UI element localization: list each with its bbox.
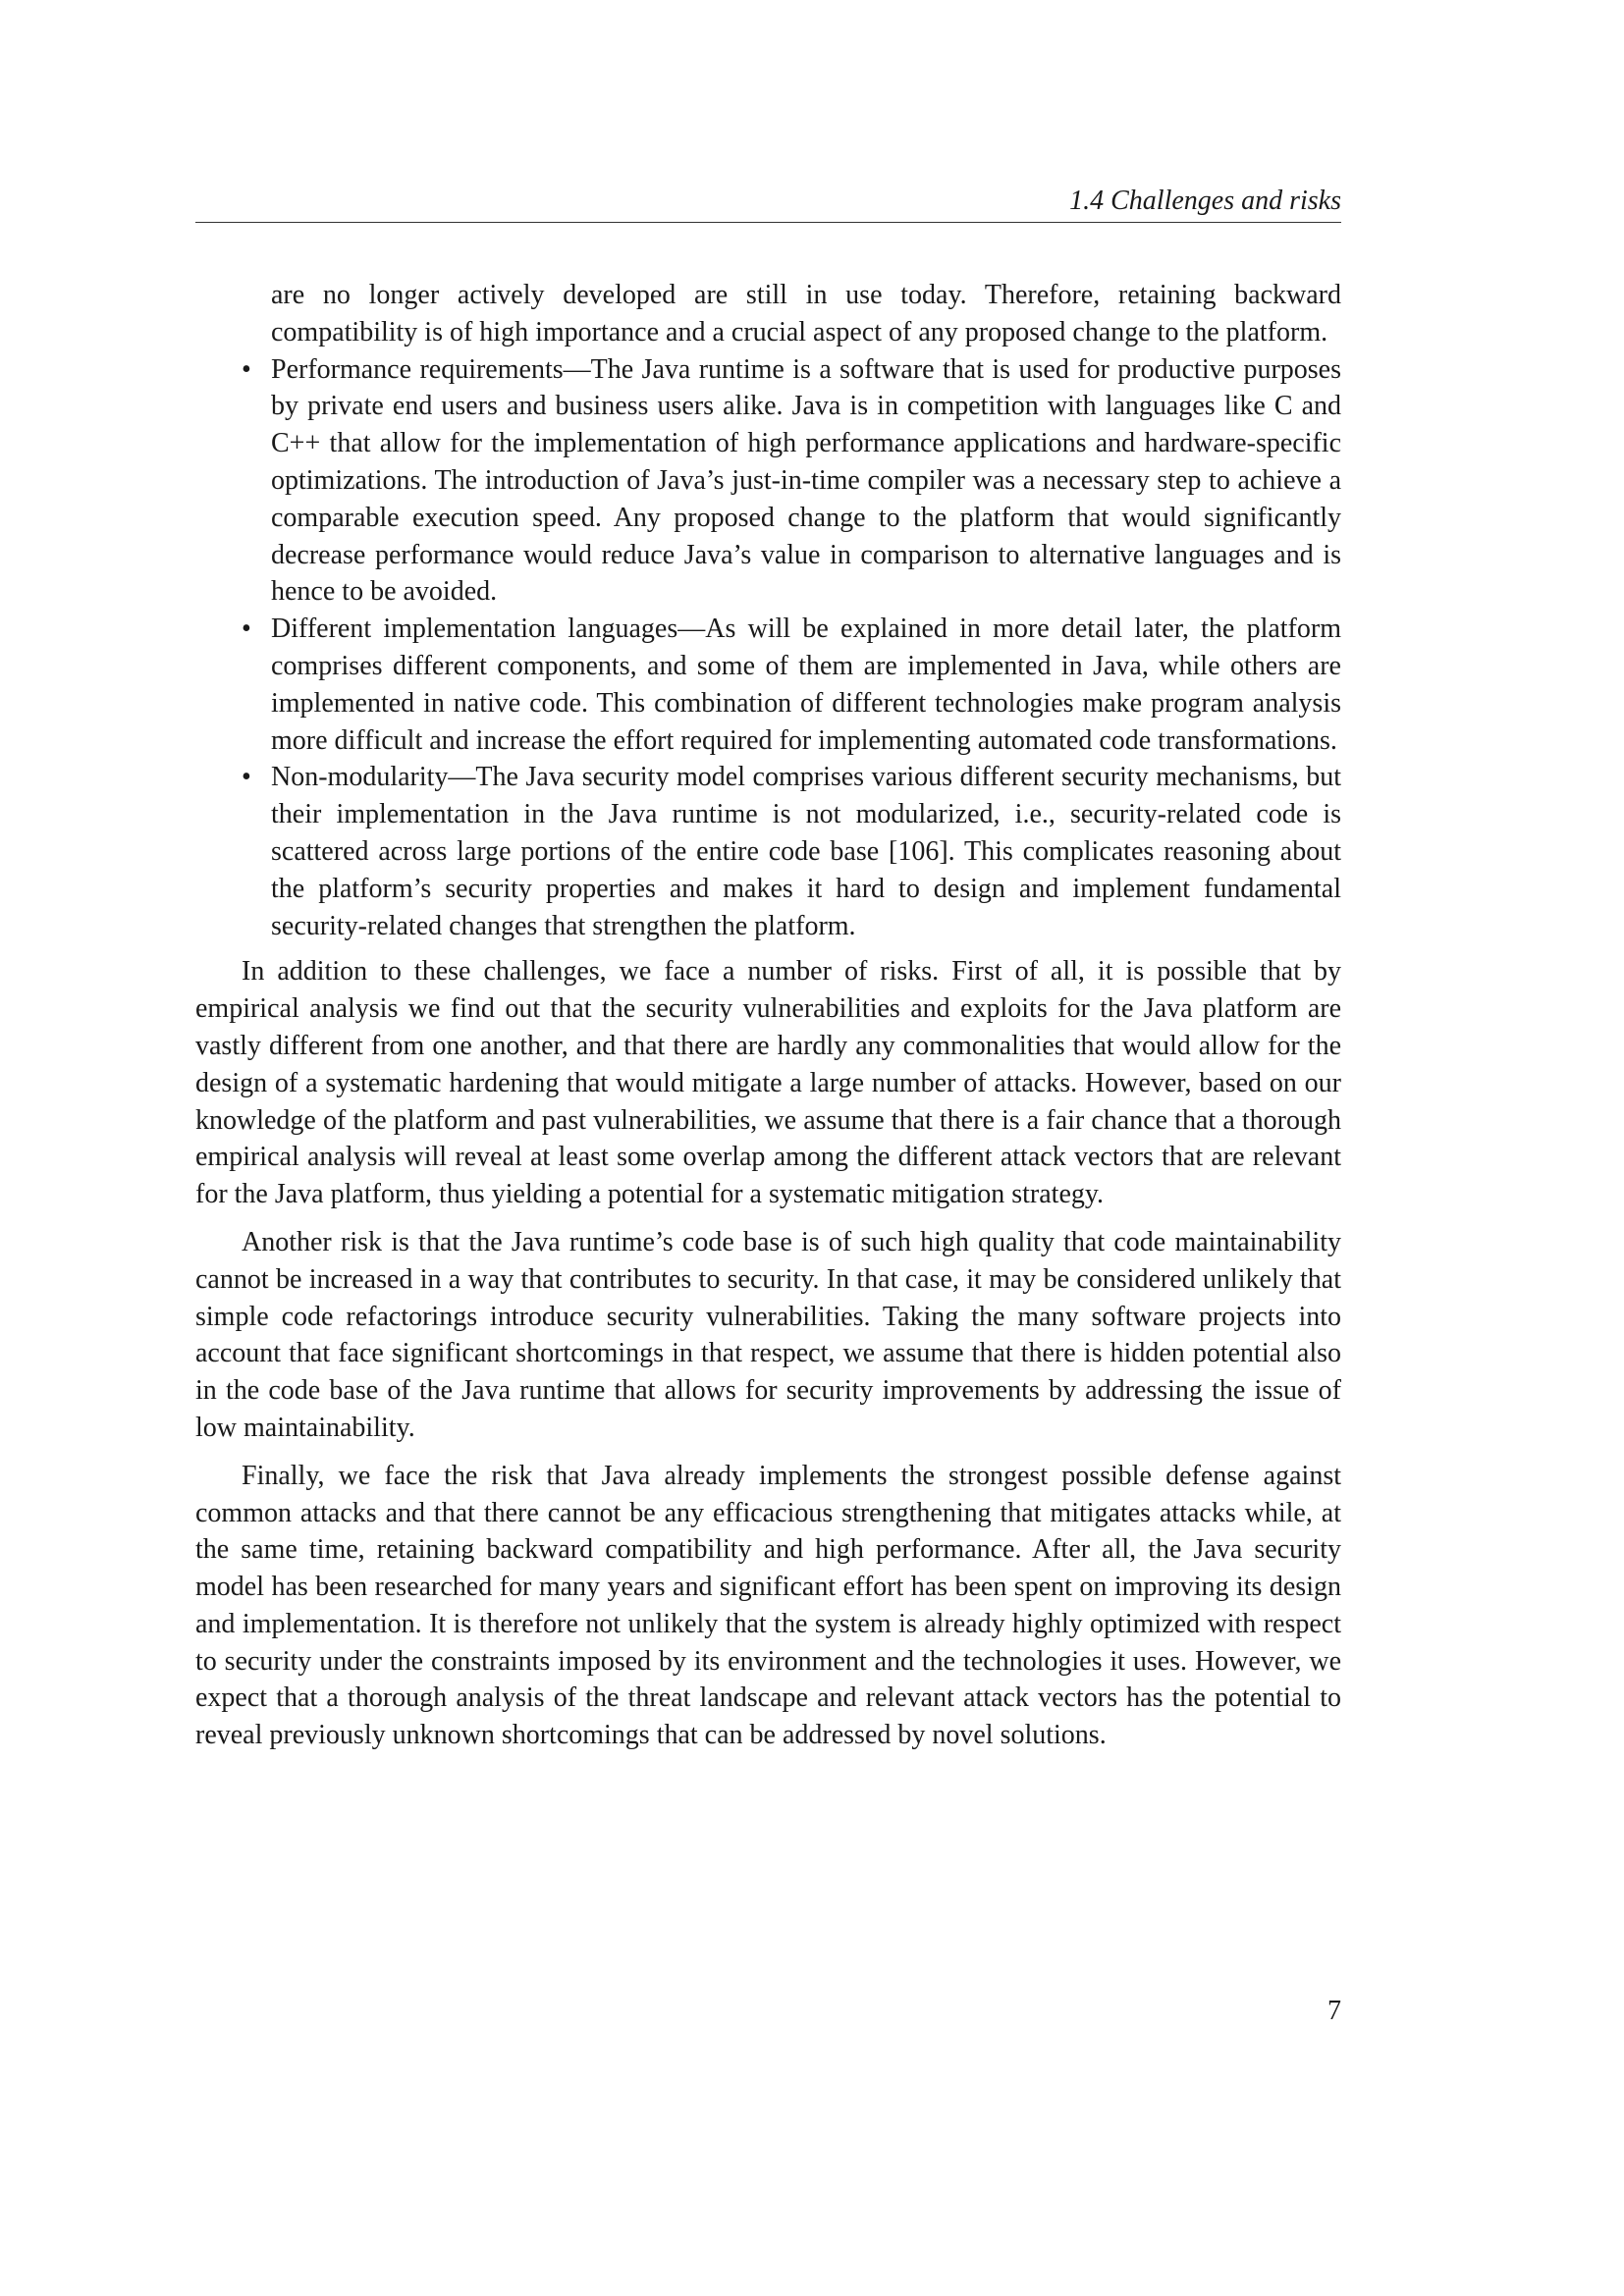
bullet-item-performance — [242, 351, 1341, 612]
continuation-paragraph: are no longer actively developed are still in use today. Therefore, retaining backward compatibility is of high importance and a crucial aspect of any proposed change to the platform. — [271, 280, 1341, 347]
bullet-list — [195, 351, 1341, 945]
bullet-icon: • — [242, 614, 251, 645]
bullet-text: Performance requirements—The Java runtime is a software that is used for productive purposes by private end users and business users alike. Java is in competition with languages like C and C++ that allow for the implementation of high performance applications and hardware-specific optimizations. The introduction of Java’s just-in-time compiler was a necessary step to achieve a comparable execution speed. Any proposed change to the platform that would significantly decrease performance would reduce Java’s value in comparison to alternative languages and is hence to be avoided. — [271, 353, 1341, 608]
bullet-icon: • — [242, 762, 251, 793]
header-rule — [195, 222, 1341, 223]
page-number: 7 — [1327, 1996, 1341, 2026]
bullet-text: Non-modularity—The Java security model comprises various different security mechanisms, but their implementation in the Java runtime is not modularized, i.e., security-related code is scattered across large portions of the entire code base [106]. This complicates reasoning about the platform’s security properties and makes it hard to design and implement fundamental security-related changes that strengthen the platform. — [271, 762, 1341, 941]
bullet-text: Different implementation languages—As will be explained in more detail later, the platform comprises different components, and some of them are implemented in Java, while others are implemented in native code. This combination of different technologies make program analysis more difficult and increase the effort required for implementing automated code transformations. — [271, 614, 1341, 756]
paragraph-strongest-defense: Finally, we face the risk that Java already implements the strongest possible defense against common attacks and that there cannot be any efficacious strengthening that mitigates attacks while, at the same time, retaining backward compatibility and high performance. After all, the Java security model has been researched for many years and significant effort has been spent on improving its design and implementation. It is therefore not unlikely that the system is already highly optimized with respect to security under the constraints imposed by its environment and the technologies it uses. However, we expect that a thorough analysis of the threat landscape and relevant attack vectors has the potential to reveal previously unknown shortcomings that can be addressed by novel solutions. — [195, 1460, 1341, 1751]
paragraph-risks: In addition to these challenges, we face a number of risks. First of all, it is possible that by empirical analysis we find out that the security vulnerabilities and exploits for the Java platform are vastly different from one another, and that there are hardly any commonalities that would allow for the design of a systematic hardening that would mitigate a large number of attacks. However, based on our knowledge of the platform and past vulnerabilities, we assume that there is a fair chance that a thorough empirical analysis will reveal at least some overlap among the different attack vectors that are relevant for the Java platform, thus yielding a potential for a systematic mitigation strategy. — [195, 956, 1341, 1210]
bullet-icon: • — [242, 353, 251, 385]
running-head-title: 1.4 Challenges and risks — [1069, 186, 1341, 216]
bullet-item-languages — [242, 611, 1341, 759]
paragraph-code-quality: Another risk is that the Java runtime’s code base is of such high quality that code maintainability cannot be increased in a way that contributes to security. In that case, it may be considered unlikely that simple code refactorings introduce security vulnerabilities. Taking the many software projects into account that face significant shortcomings in that respect, we assume that there is hidden potential also in the code base of the Java runtime that allows for security improvements by addressing the issue of low maintainability. — [195, 1226, 1341, 1443]
bullet-item-modularity — [242, 759, 1341, 944]
body-text — [195, 277, 1341, 1754]
